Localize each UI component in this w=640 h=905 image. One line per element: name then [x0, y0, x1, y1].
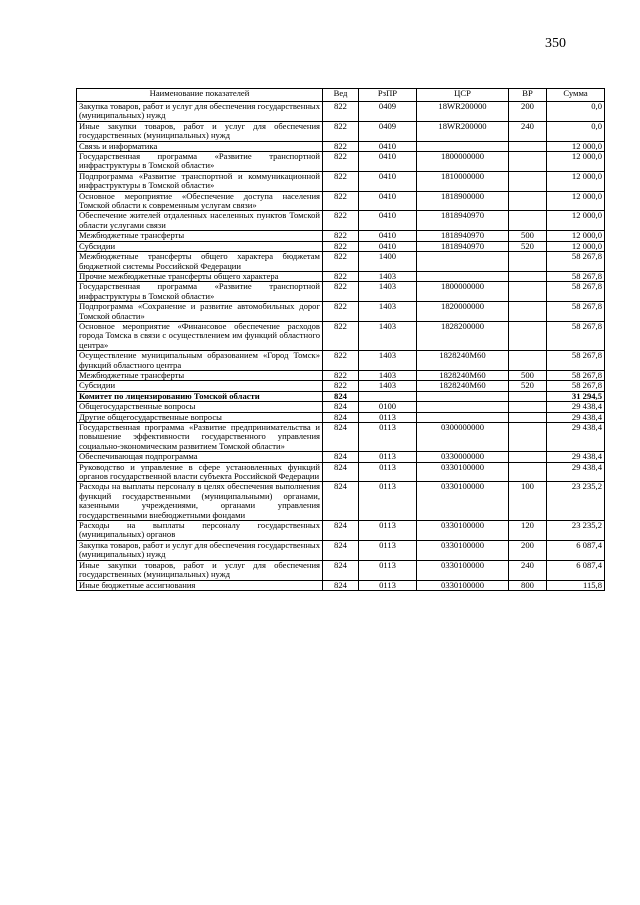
row-name-cell: Межбюджетные трансферты	[77, 370, 323, 380]
row-csr-cell	[417, 402, 509, 412]
row-sum-cell: 29 438,4	[547, 462, 605, 482]
row-ved-cell: 824	[323, 540, 359, 560]
row-vr-cell	[509, 191, 547, 211]
row-sum-cell: 6 087,4	[547, 560, 605, 580]
row-csr-cell: 1800000000	[417, 282, 509, 302]
row-vr-cell	[509, 252, 547, 272]
row-vr-cell	[509, 211, 547, 231]
row-sum-cell: 0,0	[547, 121, 605, 141]
row-vr-cell: 240	[509, 560, 547, 580]
row-ved-cell: 822	[323, 141, 359, 151]
table-row	[77, 211, 605, 231]
row-sum-cell: 29 438,4	[547, 452, 605, 462]
row-sum-cell: 23 235,2	[547, 482, 605, 521]
row-rzpr-cell: 1400	[359, 252, 417, 272]
row-ved-cell: 824	[323, 412, 359, 422]
row-sum-cell: 6 087,4	[547, 540, 605, 560]
row-csr-cell: 1818940970	[417, 211, 509, 231]
row-name-cell: Государственная программа «Развитие предпринимательства и повышение эффективности государственного управления социально-экономическим развитием Томской области»	[77, 423, 323, 452]
row-name-cell: Иные закупки товаров, работ и услуг для обеспечения государственных (муниципальных) нужд	[77, 121, 323, 141]
row-sum-cell: 12 000,0	[547, 141, 605, 151]
table-row	[77, 102, 605, 122]
row-sum-cell: 58 267,8	[547, 321, 605, 350]
row-rzpr-cell: 0113	[359, 423, 417, 452]
row-name-cell: Иные бюджетные ассигнования	[77, 580, 323, 590]
row-name-cell: Связь и информатика	[77, 141, 323, 151]
row-csr-cell: 1828240М60	[417, 381, 509, 391]
header-sum: Сумма	[547, 89, 605, 102]
table-row	[77, 521, 605, 541]
row-sum-cell: 23 235,2	[547, 521, 605, 541]
row-ved-cell: 822	[323, 282, 359, 302]
row-vr-cell	[509, 423, 547, 452]
row-sum-cell: 12 000,0	[547, 231, 605, 241]
row-csr-cell: 0330100000	[417, 482, 509, 521]
row-rzpr-cell: 0409	[359, 121, 417, 141]
row-csr-cell: 1818900000	[417, 191, 509, 211]
row-csr-cell: 0330000000	[417, 452, 509, 462]
row-name-cell: Подпрограмма «Сохранение и развитие автомобильных дорог Томской области»	[77, 302, 323, 322]
row-sum-cell: 12 000,0	[547, 211, 605, 231]
table-row	[77, 351, 605, 371]
row-csr-cell: 0330100000	[417, 580, 509, 590]
row-vr-cell	[509, 452, 547, 462]
row-vr-cell	[509, 462, 547, 482]
row-ved-cell: 822	[323, 171, 359, 191]
table-row	[77, 171, 605, 191]
row-ved-cell: 822	[323, 252, 359, 272]
row-name-cell: Государственная программа «Развитие транспортной инфраструктуры в Томской области»	[77, 152, 323, 172]
row-csr-cell	[417, 391, 509, 401]
row-rzpr-cell: 0113	[359, 412, 417, 422]
row-sum-cell: 58 267,8	[547, 302, 605, 322]
row-vr-cell: 120	[509, 521, 547, 541]
row-csr-cell: 1810000000	[417, 171, 509, 191]
header-vr: ВР	[509, 89, 547, 102]
row-rzpr-cell: 0100	[359, 402, 417, 412]
row-rzpr-cell: 0113	[359, 462, 417, 482]
row-sum-cell: 12 000,0	[547, 171, 605, 191]
row-rzpr-cell: 0410	[359, 191, 417, 211]
table-row	[77, 423, 605, 452]
row-vr-cell: 800	[509, 580, 547, 590]
row-vr-cell	[509, 402, 547, 412]
row-sum-cell: 29 438,4	[547, 402, 605, 412]
row-name-cell: Основное мероприятие «Финансовое обеспечение расходов города Томска в связи с осуществлением им функций областного центра»	[77, 321, 323, 350]
row-name-cell: Государственная программа «Развитие транспортной инфраструктуры в Томской области»	[77, 282, 323, 302]
row-sum-cell: 115,8	[547, 580, 605, 590]
row-vr-cell: 200	[509, 102, 547, 122]
row-name-cell: Расходы на выплаты персоналу в целях обеспечения выполнения функций государственными (муниципальными) органами, казенными учреждениями, органами управления государственными внебюджетными фондами	[77, 482, 323, 521]
header-rzpr: РзПР	[359, 89, 417, 102]
row-vr-cell	[509, 351, 547, 371]
table-row	[77, 141, 605, 151]
row-rzpr-cell: 1403	[359, 282, 417, 302]
row-name-cell: Иные закупки товаров, работ и услуг для обеспечения государственных (муниципальных) нужд	[77, 560, 323, 580]
row-ved-cell: 822	[323, 241, 359, 251]
row-csr-cell: 1828240М60	[417, 351, 509, 371]
row-vr-cell	[509, 391, 547, 401]
row-csr-cell: 18WR200000	[417, 102, 509, 122]
row-sum-cell: 29 438,4	[547, 412, 605, 422]
table-row	[77, 560, 605, 580]
row-name-cell: Субсидии	[77, 241, 323, 251]
row-csr-cell: 1820000000	[417, 302, 509, 322]
row-rzpr-cell: 0113	[359, 540, 417, 560]
table-row	[77, 482, 605, 521]
row-vr-cell: 200	[509, 540, 547, 560]
row-csr-cell: 0330100000	[417, 560, 509, 580]
row-vr-cell	[509, 282, 547, 302]
row-vr-cell	[509, 171, 547, 191]
row-sum-cell: 0,0	[547, 102, 605, 122]
row-ved-cell: 824	[323, 521, 359, 541]
row-csr-cell: 0330100000	[417, 521, 509, 541]
row-name-cell: Общегосударственные вопросы	[77, 402, 323, 412]
row-name-cell: Комитет по лицензированию Томской области	[77, 391, 323, 401]
row-rzpr-cell: 0113	[359, 452, 417, 462]
row-sum-cell: 58 267,8	[547, 252, 605, 272]
row-ved-cell: 824	[323, 452, 359, 462]
row-csr-cell: 1828200000	[417, 321, 509, 350]
row-ved-cell: 822	[323, 152, 359, 172]
row-rzpr-cell: 1403	[359, 321, 417, 350]
table-row	[77, 462, 605, 482]
row-sum-cell: 29 438,4	[547, 423, 605, 452]
row-rzpr-cell: 0113	[359, 560, 417, 580]
row-vr-cell	[509, 412, 547, 422]
row-rzpr-cell: 0410	[359, 241, 417, 251]
row-name-cell: Подпрограмма «Развитие транспортной и коммуникационной инфраструктуры в Томской области»	[77, 171, 323, 191]
row-csr-cell: 1800000000	[417, 152, 509, 172]
row-ved-cell: 822	[323, 231, 359, 241]
table-row	[77, 391, 605, 401]
row-rzpr-cell: 1403	[359, 370, 417, 380]
table-row	[77, 370, 605, 380]
budget-table	[76, 88, 605, 591]
row-name-cell: Закупка товаров, работ и услуг для обеспечения государственных (муниципальных) нужд	[77, 540, 323, 560]
row-vr-cell	[509, 152, 547, 172]
row-rzpr-cell: 0409	[359, 102, 417, 122]
header-name: Наименование показателей	[77, 89, 323, 102]
row-csr-cell: 1818940970	[417, 241, 509, 251]
table-row	[77, 152, 605, 172]
table-row	[77, 282, 605, 302]
row-name-cell: Прочие межбюджетные трансферты общего характера	[77, 271, 323, 281]
row-rzpr-cell: 0410	[359, 152, 417, 172]
table-row	[77, 302, 605, 322]
row-csr-cell	[417, 141, 509, 151]
table-row	[77, 452, 605, 462]
row-sum-cell: 58 267,8	[547, 282, 605, 302]
row-name-cell: Обеспечивающая подпрограмма	[77, 452, 323, 462]
row-ved-cell: 824	[323, 423, 359, 452]
row-ved-cell: 824	[323, 402, 359, 412]
row-csr-cell: 0300000000	[417, 423, 509, 452]
row-sum-cell: 58 267,8	[547, 351, 605, 371]
row-ved-cell: 822	[323, 302, 359, 322]
row-csr-cell	[417, 412, 509, 422]
table-row	[77, 381, 605, 391]
row-sum-cell: 31 294,5	[547, 391, 605, 401]
row-rzpr-cell: 0410	[359, 141, 417, 151]
table-row	[77, 271, 605, 281]
row-vr-cell: 500	[509, 370, 547, 380]
page-number: 350	[545, 36, 566, 51]
row-vr-cell: 520	[509, 241, 547, 251]
table-row	[77, 580, 605, 590]
row-name-cell: Субсидии	[77, 381, 323, 391]
row-vr-cell: 240	[509, 121, 547, 141]
row-ved-cell: 822	[323, 121, 359, 141]
row-rzpr-cell: 0113	[359, 521, 417, 541]
row-vr-cell	[509, 321, 547, 350]
row-ved-cell: 822	[323, 370, 359, 380]
row-vr-cell	[509, 302, 547, 322]
row-ved-cell: 822	[323, 191, 359, 211]
row-csr-cell: 1828240М60	[417, 370, 509, 380]
row-name-cell: Обеспечение жителей отдаленных населенных пунктов Томской области услугами связи	[77, 211, 323, 231]
row-sum-cell: 58 267,8	[547, 381, 605, 391]
row-ved-cell: 824	[323, 391, 359, 401]
row-rzpr-cell: 1403	[359, 271, 417, 281]
row-name-cell: Другие общегосударственные вопросы	[77, 412, 323, 422]
row-csr-cell: 1818940970	[417, 231, 509, 241]
row-rzpr-cell: 1403	[359, 351, 417, 371]
row-csr-cell	[417, 271, 509, 281]
row-ved-cell: 824	[323, 462, 359, 482]
row-vr-cell: 500	[509, 231, 547, 241]
row-vr-cell	[509, 141, 547, 151]
row-csr-cell: 0330100000	[417, 462, 509, 482]
row-sum-cell: 12 000,0	[547, 241, 605, 251]
table-row	[77, 241, 605, 251]
row-sum-cell: 12 000,0	[547, 191, 605, 211]
row-rzpr-cell: 0410	[359, 171, 417, 191]
row-ved-cell: 822	[323, 381, 359, 391]
row-name-cell: Расходы на выплаты персоналу государственных (муниципальных) органов	[77, 521, 323, 541]
table-row	[77, 321, 605, 350]
row-vr-cell: 520	[509, 381, 547, 391]
row-name-cell: Осуществление муниципальным образованием «Город Томск» функций областного центра	[77, 351, 323, 371]
row-ved-cell: 822	[323, 351, 359, 371]
row-rzpr-cell: 1403	[359, 381, 417, 391]
table-header-row	[77, 89, 605, 102]
table-row	[77, 540, 605, 560]
row-ved-cell: 822	[323, 321, 359, 350]
header-ved: Вед	[323, 89, 359, 102]
row-name-cell: Межбюджетные трансферты общего характера бюджетам бюджетной системы Российской Федерации	[77, 252, 323, 272]
table-row	[77, 121, 605, 141]
row-name-cell: Основное мероприятие «Обеспечение доступа населения Томской области к современным услугам связи»	[77, 191, 323, 211]
table-row	[77, 412, 605, 422]
row-ved-cell: 822	[323, 211, 359, 231]
row-name-cell: Межбюджетные трансферты	[77, 231, 323, 241]
row-csr-cell: 0330100000	[417, 540, 509, 560]
row-rzpr-cell: 0113	[359, 482, 417, 521]
table-body	[77, 102, 605, 591]
row-vr-cell	[509, 271, 547, 281]
row-sum-cell: 58 267,8	[547, 370, 605, 380]
row-ved-cell: 824	[323, 482, 359, 521]
row-ved-cell: 824	[323, 580, 359, 590]
table-row	[77, 402, 605, 412]
row-vr-cell: 100	[509, 482, 547, 521]
row-rzpr-cell: 0113	[359, 580, 417, 590]
row-name-cell: Руководство и управление в сфере установленных функций органов государственной власти субъекта Российской Федерации	[77, 462, 323, 482]
row-ved-cell: 824	[323, 560, 359, 580]
row-rzpr-cell: 0410	[359, 231, 417, 241]
row-sum-cell: 12 000,0	[547, 152, 605, 172]
table-row	[77, 191, 605, 211]
header-csr: ЦСР	[417, 89, 509, 102]
row-name-cell: Закупка товаров, работ и услуг для обеспечения государственных (муниципальных) нужд	[77, 102, 323, 122]
row-rzpr-cell	[359, 391, 417, 401]
row-sum-cell: 58 267,8	[547, 271, 605, 281]
row-rzpr-cell: 0410	[359, 211, 417, 231]
table-row	[77, 252, 605, 272]
row-rzpr-cell: 1403	[359, 302, 417, 322]
row-ved-cell: 822	[323, 271, 359, 281]
table-row	[77, 231, 605, 241]
row-csr-cell	[417, 252, 509, 272]
row-csr-cell: 18WR200000	[417, 121, 509, 141]
row-ved-cell: 822	[323, 102, 359, 122]
